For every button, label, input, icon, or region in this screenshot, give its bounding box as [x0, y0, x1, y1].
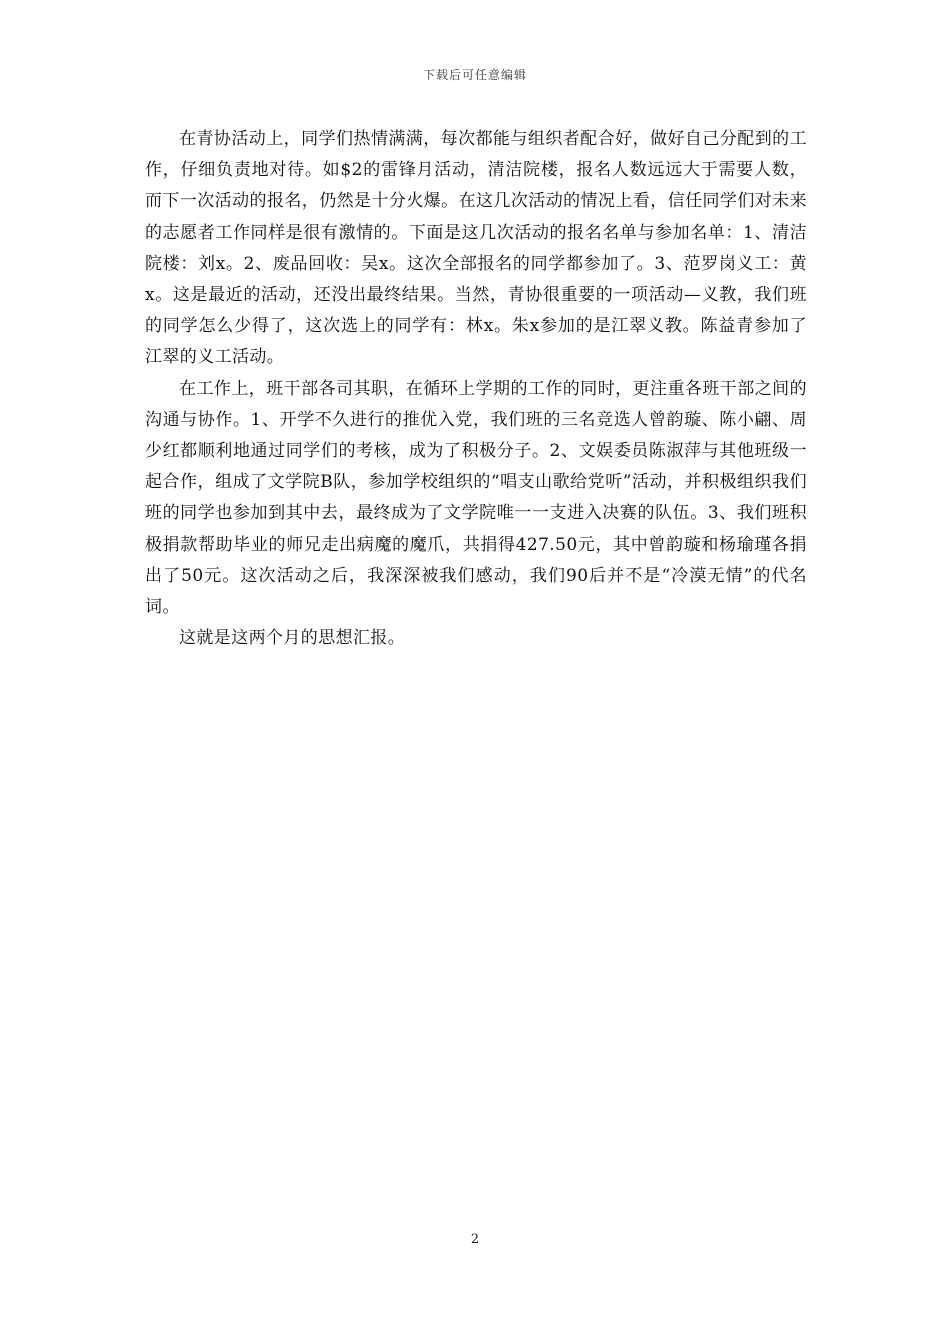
document-body: [145, 124, 807, 654]
paragraph-class-work: 在工作上，班干部各司其职，在循环上学期的工作的同时，更注重各班干部之间的沟通与协作。1、开学不久进行的推优入党，我们班的三名竞选人曾韵璇、陈小翩、周少红都顺利地通过同学们的考核，成为了积极分子。2、文娱委员陈淑萍与其他班级一起合作，组成了文学院B队，参加学校组织的“唱支山歌给党听”活动，并积极组织我们班的同学也参加到其中去，最终成为了文学院唯一一支进入决赛的队伍。3、我们班积极捐款帮助毕业的师兄走出病魔的魔爪，共捐得427.50元，其中曾韵璇和杨瑜瑾各捐出了50元。这次活动之后，我深深被我们感动，我们90后并不是“冷漠无情”的代名词。: [145, 378, 807, 618]
paragraph-volunteer-activities: 在青协活动上，同学们热情满满，每次都能与组织者配合好，做好自己分配到的工作，仔细负责地对待。如$2的雷锋月活动，清洁院楼，报名人数远远大于需要人数，而下一次活动的报名，仍然是十分火爆。在这几次活动的情况上看，信任同学们对未来的志愿者工作同样是很有激情的。下面是这几次活动的报名名单与参加名单：1、清洁院楼：刘x。2、废品回收：吴x。这次全部报名的同学都参加了。3、范罗岗义工：黄x。这是最近的活动，还没出最终结果。当然，青协很重要的一项活动—义教，我们班的同学怎么少得了，这次选上的同学有：林x。朱x参加的是江翠义教。陈益青参加了江翠的义工活动。: [145, 129, 807, 368]
page-header: 下载后可任意编辑: [422, 68, 527, 82]
page-number: 2: [470, 1232, 480, 1247]
paragraph-conclusion: 这就是这两个月的思想汇报。: [179, 628, 406, 649]
